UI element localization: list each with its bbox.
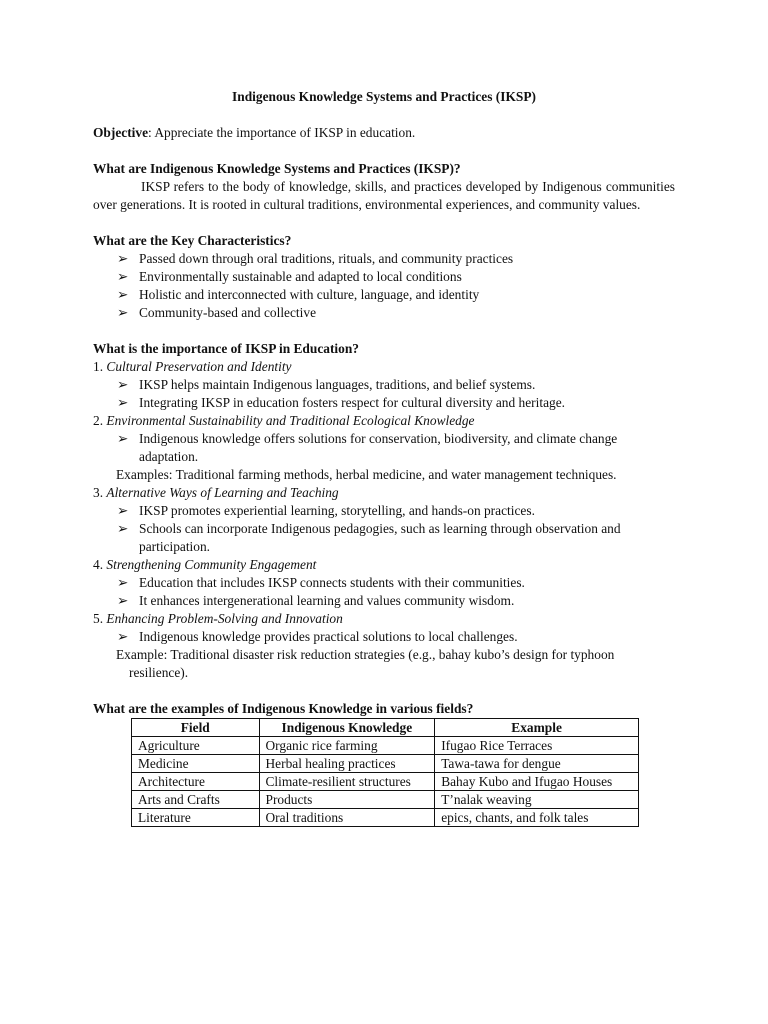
importance-example: Examples: Traditional farming methods, herbal medicine, and water management techniques. <box>116 467 617 482</box>
document-title: Indigenous Knowledge Systems and Practices (IKSP) <box>232 89 536 104</box>
importance-section-list <box>93 628 675 646</box>
bullet-arrow-icon: ➢ <box>117 575 129 590</box>
list-item: ➢ Indigenous knowledge provides practical solutions to local challenges. <box>117 629 518 644</box>
table-row <box>132 755 639 773</box>
importance-heading: What is the importance of IKSP in Education? <box>93 341 359 356</box>
objective-line <box>93 124 675 142</box>
list-item: ➢ IKSP helps maintain Indigenous languages, traditions, and belief systems. <box>117 377 536 392</box>
importance-section-list <box>93 574 675 610</box>
examples-table-heading: What are the examples of Indigenous Knowledge in various fields? <box>93 701 474 716</box>
table-cell: Literature <box>132 809 260 827</box>
table-cell: Organic rice farming <box>259 737 435 755</box>
list-item: ➢ It enhances intergenerational learning and values community wisdom. <box>117 593 515 608</box>
importance-section-list <box>93 502 675 556</box>
importance-example: Example: Traditional disaster risk reduction strategies (e.g., bahay kubo’s design for typhoon resilience). <box>116 647 615 680</box>
objective-label: Objective <box>93 125 149 140</box>
bullet-arrow-icon: ➢ <box>117 377 129 392</box>
what-is-body: IKSP refers to the body of knowledge, skills, and practices developed by Indigenous communities over generations. It is rooted in cultural traditions, environmental experiences, and community values. <box>93 179 675 212</box>
importance-section-title: 2. Environmental Sustainability and Traditional Ecological Knowledge <box>93 413 475 428</box>
list-item: ➢ Indigenous knowledge offers solutions for conservation, biodiversity, and climate change adaptation. <box>117 431 618 464</box>
table-row <box>132 809 639 827</box>
bullet-arrow-icon: ➢ <box>117 503 129 518</box>
table-row <box>132 791 639 809</box>
table-cell: Agriculture <box>132 737 260 755</box>
table-cell: Oral traditions <box>259 809 435 827</box>
list-item: ➢ Community-based and collective <box>117 305 317 320</box>
importance-section-title: 1. Cultural Preservation and Identity <box>93 359 292 374</box>
bullet-arrow-icon: ➢ <box>117 431 129 446</box>
list-item: ➢ Holistic and interconnected with culture, language, and identity <box>117 287 480 302</box>
bullet-arrow-icon: ➢ <box>117 251 129 266</box>
table-cell: Products <box>259 791 435 809</box>
examples-table <box>131 718 639 827</box>
table-cell: Herbal healing practices <box>259 755 435 773</box>
bullet-arrow-icon: ➢ <box>117 287 129 302</box>
table-cell: Tawa-tawa for dengue <box>435 755 639 773</box>
table-row <box>132 773 639 791</box>
what-is-heading: What are Indigenous Knowledge Systems and Practices (IKSP)? <box>93 161 461 176</box>
importance-section-list <box>93 376 675 412</box>
bullet-arrow-icon: ➢ <box>117 521 129 536</box>
table-header-row <box>132 719 639 737</box>
list-item: ➢ Education that includes IKSP connects students with their communities. <box>117 575 525 590</box>
column-header-example: Example <box>435 719 639 737</box>
list-item: ➢ IKSP promotes experiential learning, storytelling, and hands-on practices. <box>117 503 535 518</box>
table-cell: epics, chants, and folk tales <box>435 809 639 827</box>
table-cell: Architecture <box>132 773 260 791</box>
objective-text: : Appreciate the importance of IKSP in education. <box>148 125 416 140</box>
table-cell: T’nalak weaving <box>435 791 639 809</box>
table-cell: Arts and Crafts <box>132 791 260 809</box>
bullet-arrow-icon: ➢ <box>117 269 129 284</box>
list-item: ➢ Environmentally sustainable and adapted to local conditions <box>117 269 462 284</box>
table-cell: Climate-resilient structures <box>259 773 435 791</box>
list-item: ➢ Passed down through oral traditions, rituals, and community practices <box>117 251 514 266</box>
table-row <box>132 737 639 755</box>
table-cell: Bahay Kubo and Ifugao Houses <box>435 773 639 791</box>
column-header-knowledge: Indigenous Knowledge <box>259 719 435 737</box>
bullet-arrow-icon: ➢ <box>117 593 129 608</box>
importance-section-title: 5. Enhancing Problem-Solving and Innovation <box>93 611 343 626</box>
importance-section-title: 4. Strengthening Community Engagement <box>93 557 317 572</box>
bullet-arrow-icon: ➢ <box>117 395 129 410</box>
table-cell: Medicine <box>132 755 260 773</box>
column-header-field: Field <box>132 719 260 737</box>
table-cell: Ifugao Rice Terraces <box>435 737 639 755</box>
list-item: ➢ Schools can incorporate Indigenous pedagogies, such as learning through observation and participation. <box>117 521 621 554</box>
list-item: ➢ Integrating IKSP in education fosters respect for cultural diversity and heritage. <box>117 395 566 410</box>
importance-section-list <box>93 430 675 466</box>
bullet-arrow-icon: ➢ <box>117 629 129 644</box>
characteristics-list <box>93 250 675 322</box>
importance-section-title: 3. Alternative Ways of Learning and Teaching <box>93 485 339 500</box>
characteristics-heading: What are the Key Characteristics? <box>93 233 292 248</box>
bullet-arrow-icon: ➢ <box>117 305 129 320</box>
document-body <box>93 88 675 827</box>
